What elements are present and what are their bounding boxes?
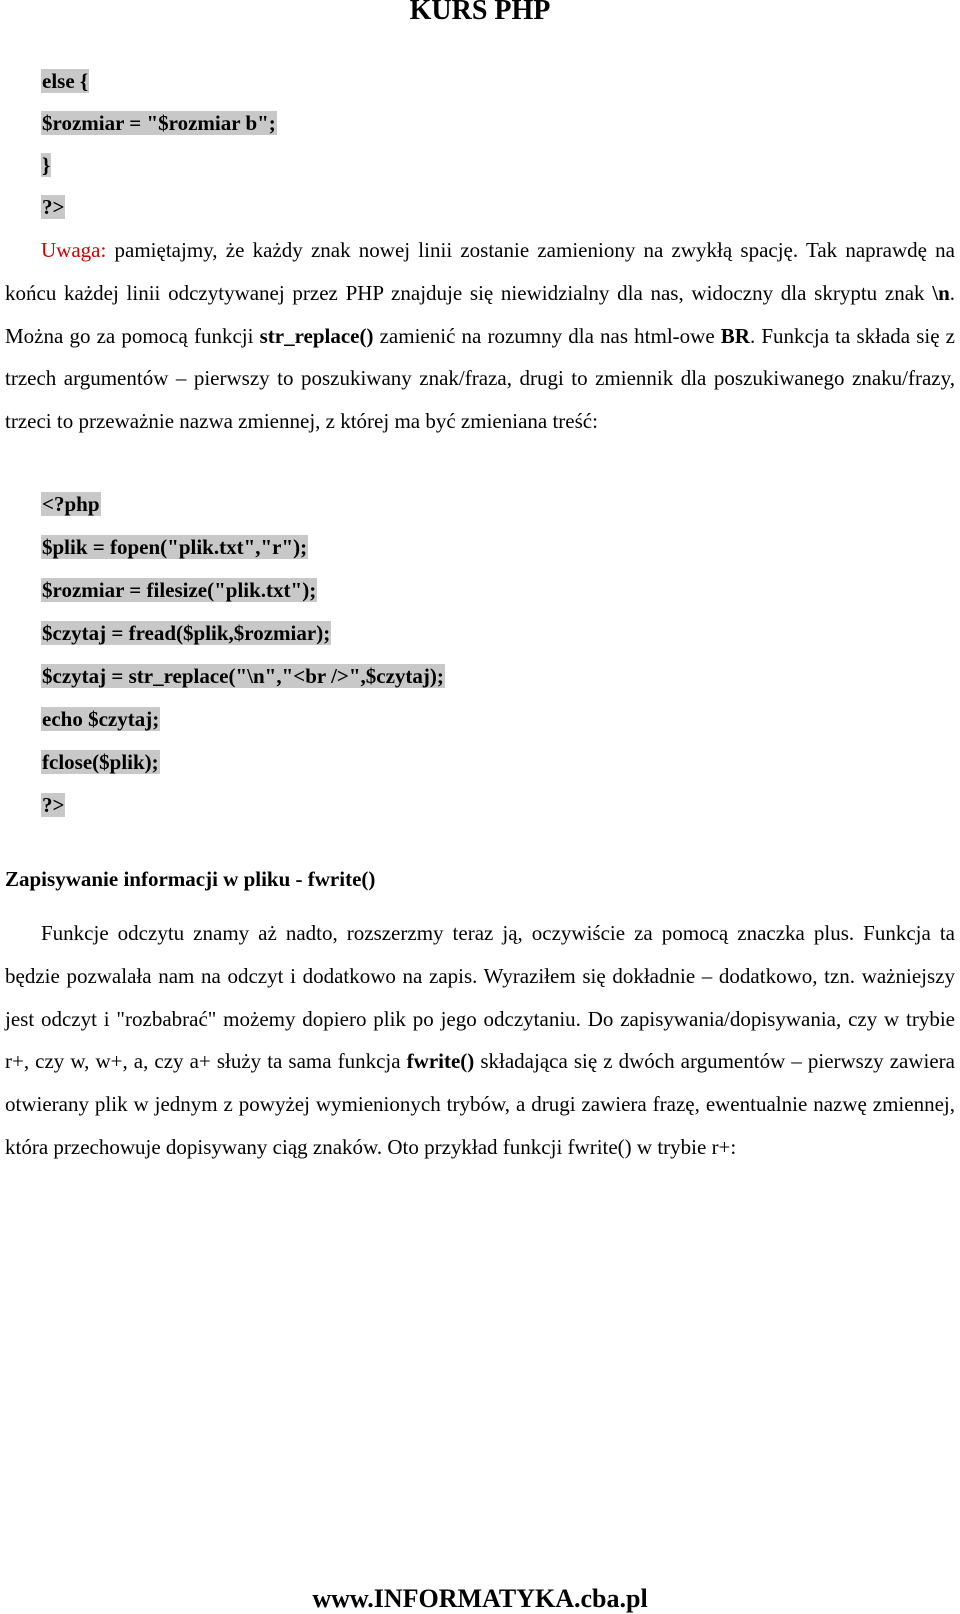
code-line: ?>	[42, 195, 65, 219]
code-line: <?php	[42, 492, 100, 516]
note-label: Uwaga:	[41, 238, 107, 262]
section-heading: Zapisywanie informacji w pliku - fwrite()	[5, 867, 376, 891]
paragraph-fwrite: Funkcje odczytu znamy aż nadto, rozszerzmy teraz ją, oczywiście za pomocą znaczka plus. Funkcja ta będzie pozwalała nam na odczyt i dodatkowo na zapis. Wyraziłem się dokładnie – dodatkowo, tzn. ważniejszy jest odczyt i "rozbabrać" możemy dopiero plik po jego odczytaniu. Do zapisywania/dopisywania, czy w trybie r+, czy w, w+, a, czy a+ służy ta sama funkcja fwrite() składająca się z dwóch argumentów – pierwszy zawiera otwierany plik w jednym z powyżej wymienionych trybów, a drugi zawiera frazę, ewentualnie nazwę zmiennej, która przechowuje dopisywany ciąg znaków. Oto przykład funkcji fwrite() w trybie r+:	[5, 921, 955, 1159]
code-line: else {	[42, 69, 89, 93]
paragraph-note: Uwaga: pamiętajmy, że każdy znak nowej linii zostanie zamieniony na zwykłą spację. Tak naprawdę na końcu każdej linii odczytywanej przez PHP znajduje się niewidzialny dla nas, widoczny dla skryptu znak \n. Można go za pomocą funkcji str_replace() zamienić na rozumny dla nas html-owe BR. Funkcja ta składa się z trzech argumentów – pierwszy to poszukiwany znak/fraza, drugi to zmiennik dla poszukiwanego znaku/frazy, trzeci to przeważnie nazwa zmiennej, z której ma być zmieniana treść:	[5, 238, 956, 434]
code-line: }	[42, 153, 51, 177]
code-line: $czytaj = str_replace("\n","<br />",$czytaj);	[42, 664, 444, 688]
code-line: $plik = fopen("plik.txt","r");	[42, 535, 308, 559]
footer-url: www.INFORMATYKA.cba.pl	[312, 1584, 648, 1613]
code-line: $rozmiar = "$rozmiar b";	[42, 111, 276, 135]
code-line: $czytaj = fread($plik,$rozmiar);	[42, 621, 331, 645]
code-line: echo $czytaj;	[42, 707, 160, 731]
code-line: fclose($plik);	[42, 750, 159, 774]
code-line: ?>	[42, 793, 65, 817]
code-line: $rozmiar = filesize("plik.txt");	[42, 578, 317, 602]
page-title: KURS PHP	[409, 0, 551, 26]
